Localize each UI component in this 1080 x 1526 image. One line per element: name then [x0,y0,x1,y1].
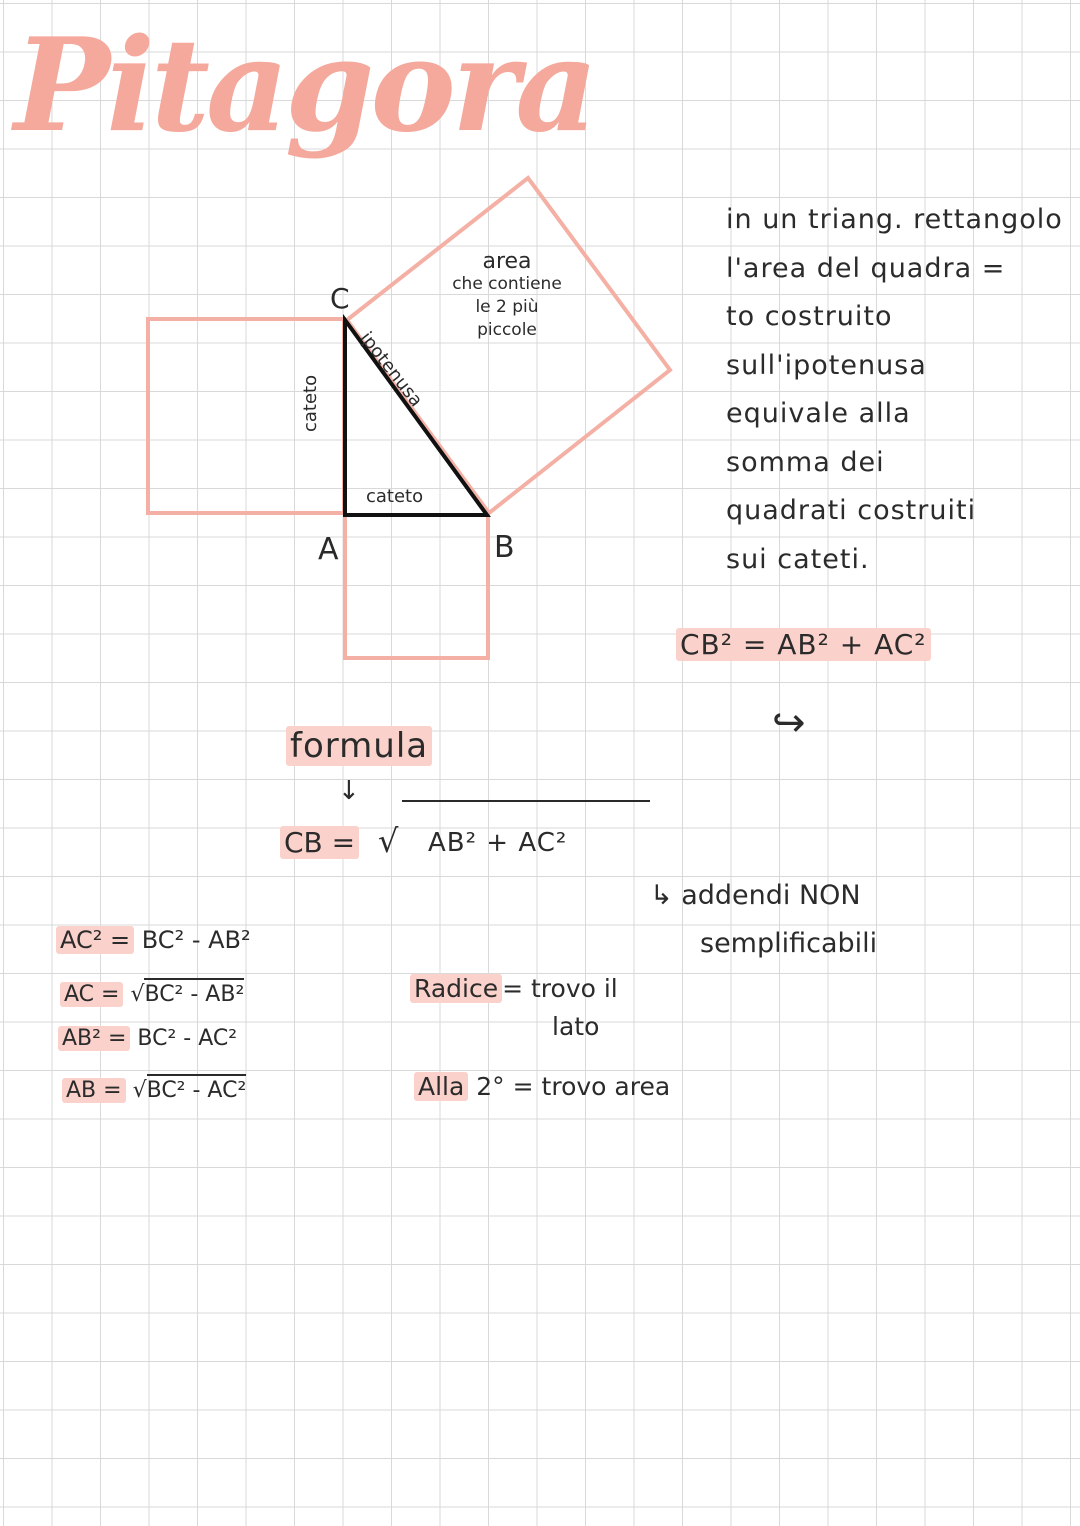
page-title: Pitagora [14,11,595,161]
addendi-note [650,872,877,968]
pythagoras-equation: CB² = AB² + AC² [676,628,931,661]
theorem-line: equivale alla [726,398,911,429]
derived-lhs: AB = [62,1078,126,1103]
vertex-a-label: A [318,532,340,567]
derived-formula [62,1074,246,1103]
cateto-vertical-label: cateto [300,374,321,432]
derived-formula [60,978,244,1007]
ipotenusa-label: ipotenusa [355,328,427,411]
return-arrow-icon: ↩ [772,700,806,746]
radical-bar [402,800,650,802]
vertex-b-label: B [494,530,516,565]
addendi-line: ↳ addendi NON [650,880,861,911]
derived-lhs: AB² = [58,1026,130,1051]
theorem-line: to costruito [726,301,893,332]
radice-note [410,974,618,1003]
theorem-line: l'area del quadra = [726,252,1006,284]
square-ipotenusa [347,178,670,513]
alla-note [414,1072,670,1101]
derived-formula [56,926,251,954]
formula-radicand: AB² + AC² [428,828,568,858]
radice-definition-2: lato [552,1012,600,1041]
cateto-horizontal-label: cateto [366,486,424,507]
addendi-line: semplificabili [700,928,878,959]
theorem-line: sui cateti. [726,543,870,575]
sqrt-icon: √ [378,822,399,860]
sqrt-icon: √ [130,982,145,1007]
square-cateto-ab [345,515,488,658]
theorem-line: quadrati costruiti [726,495,977,526]
down-arrow-icon: ↓ [338,776,360,806]
theorem-line: in un triang. rettangolo [726,204,1063,235]
area-note-line: area [482,249,532,274]
derived-lhs: AC² = [56,926,134,954]
theorem-statement [726,196,1063,584]
derived-rhs: BC² - AB² [141,926,251,954]
alla-definition: = trovo area [512,1072,671,1101]
area-note [432,250,582,342]
derived-rhs: BC² - AC² [147,1074,247,1103]
formula-lhs: CB = [280,826,359,859]
formula-label: formula [286,726,432,766]
derived-lhs: AC = [60,982,123,1007]
theorem-line: somma dei [726,446,885,478]
derived-rhs: BC² - AB² [144,978,244,1007]
area-note-line: le 2 più [475,297,539,317]
alla-term: Alla [414,1072,468,1101]
alla-exponent: 2° [476,1072,505,1101]
theorem-line: sull'ipotenusa [726,349,927,381]
vertex-c-label: C [330,282,351,315]
radice-term: Radice [410,974,502,1003]
area-note-line: piccole [477,320,537,340]
radice-definition: = trovo il [502,974,618,1003]
derived-formula [58,1026,237,1051]
derived-rhs: BC² - AC² [137,1026,238,1051]
sqrt-icon: √ [132,1078,147,1103]
area-note-line: che contiene [452,274,562,294]
